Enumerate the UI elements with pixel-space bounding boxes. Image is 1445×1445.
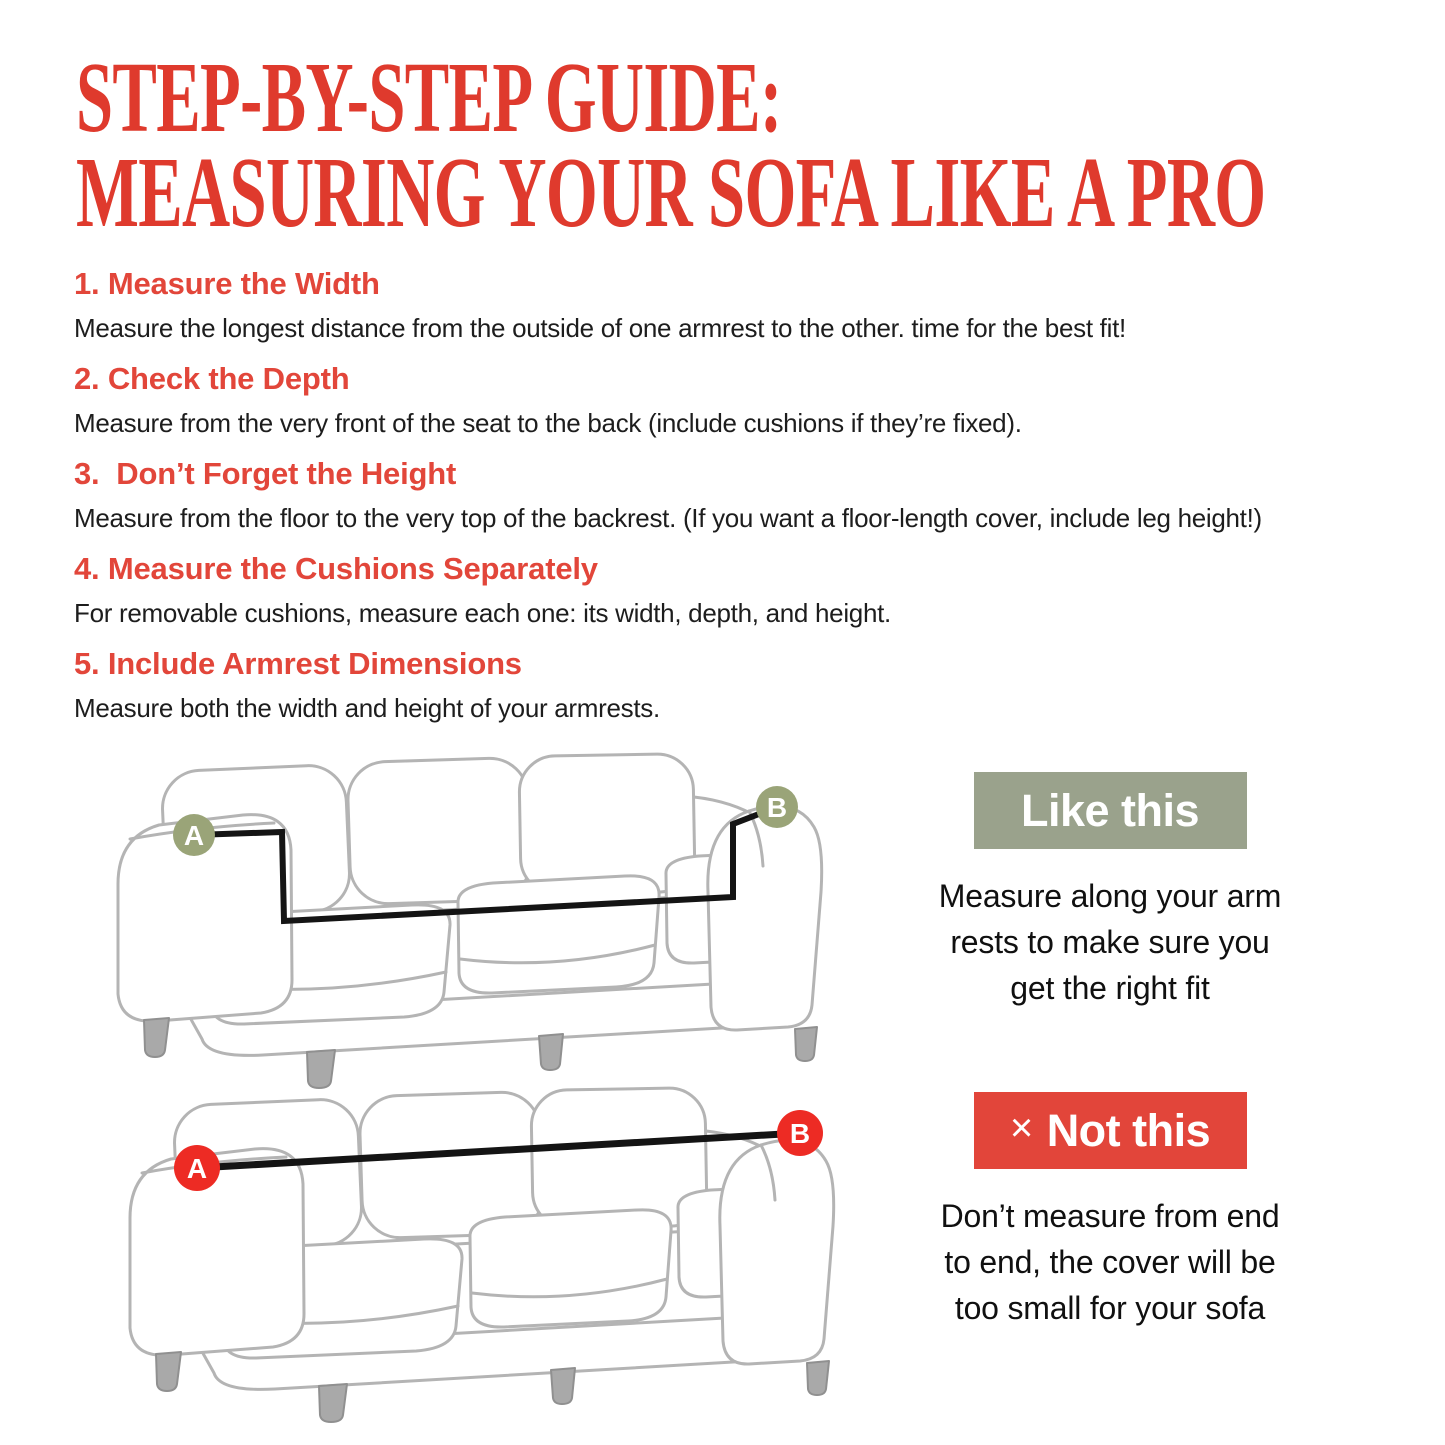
step-2 <box>74 361 1439 439</box>
x-icon: × <box>1009 1106 1033 1150</box>
step-3 <box>74 456 1439 534</box>
like-this-badge <box>974 772 1247 849</box>
sofa-diagram-incorrect <box>72 1076 917 1424</box>
step-5-heading: 5. Include Armrest Dimensions <box>74 646 522 681</box>
step-4 <box>74 551 1439 629</box>
page-title <box>76 41 1266 248</box>
step-3-body: Measure from the floor to the very top of the backrest. (If you want a floor-length cover, include leg height!) <box>74 503 1262 533</box>
step-2-body: Measure from the very front of the seat to the back (include cushions if they’re fixed). <box>74 408 1022 438</box>
marker-a-incorrect-label: A <box>186 1153 208 1184</box>
step-1 <box>74 266 1439 344</box>
marker-b-correct-label: B <box>766 792 788 823</box>
incorrect-example-panel <box>915 1092 1305 1331</box>
sofa-incorrect-illustration <box>72 1076 917 1424</box>
step-1-body: Measure the longest distance from the outside of one armrest to the other. time for the best fit! <box>74 313 1126 343</box>
title-line-2: MEASURING YOUR SOFA LIKE A PRO <box>76 136 1266 248</box>
step-3-heading: 3. Don’t Forget the Height <box>74 456 457 491</box>
marker-a-correct-label: A <box>183 820 205 851</box>
correct-example-caption: Measure along your arm rests to make sure you get the right fit <box>938 878 1282 1006</box>
step-1-heading: 1. Measure the Width <box>74 266 380 301</box>
not-this-badge-label: Not this <box>1046 1104 1211 1156</box>
not-this-badge <box>974 1092 1247 1169</box>
step-2-heading: 2. Check the Depth <box>74 361 350 396</box>
correct-example-panel <box>915 772 1305 1011</box>
step-4-body: For removable cushions, measure each one: its width, depth, and height. <box>74 598 891 628</box>
title-line-1: STEP-BY-STEP GUIDE: <box>76 41 782 153</box>
steps-list <box>74 266 1439 741</box>
like-this-badge-label: Like this <box>1020 784 1200 836</box>
sofa-diagram-correct <box>60 742 905 1090</box>
sofa-correct-illustration <box>60 742 905 1090</box>
step-5-body: Measure both the width and height of your armrests. <box>74 693 660 723</box>
step-4-heading: 4. Measure the Cushions Separately <box>74 551 598 586</box>
marker-b-incorrect-label: B <box>789 1118 811 1149</box>
step-5 <box>74 646 1439 724</box>
incorrect-example-caption: Don’t measure from end to end, the cover will be too small for your sofa <box>940 1198 1280 1326</box>
